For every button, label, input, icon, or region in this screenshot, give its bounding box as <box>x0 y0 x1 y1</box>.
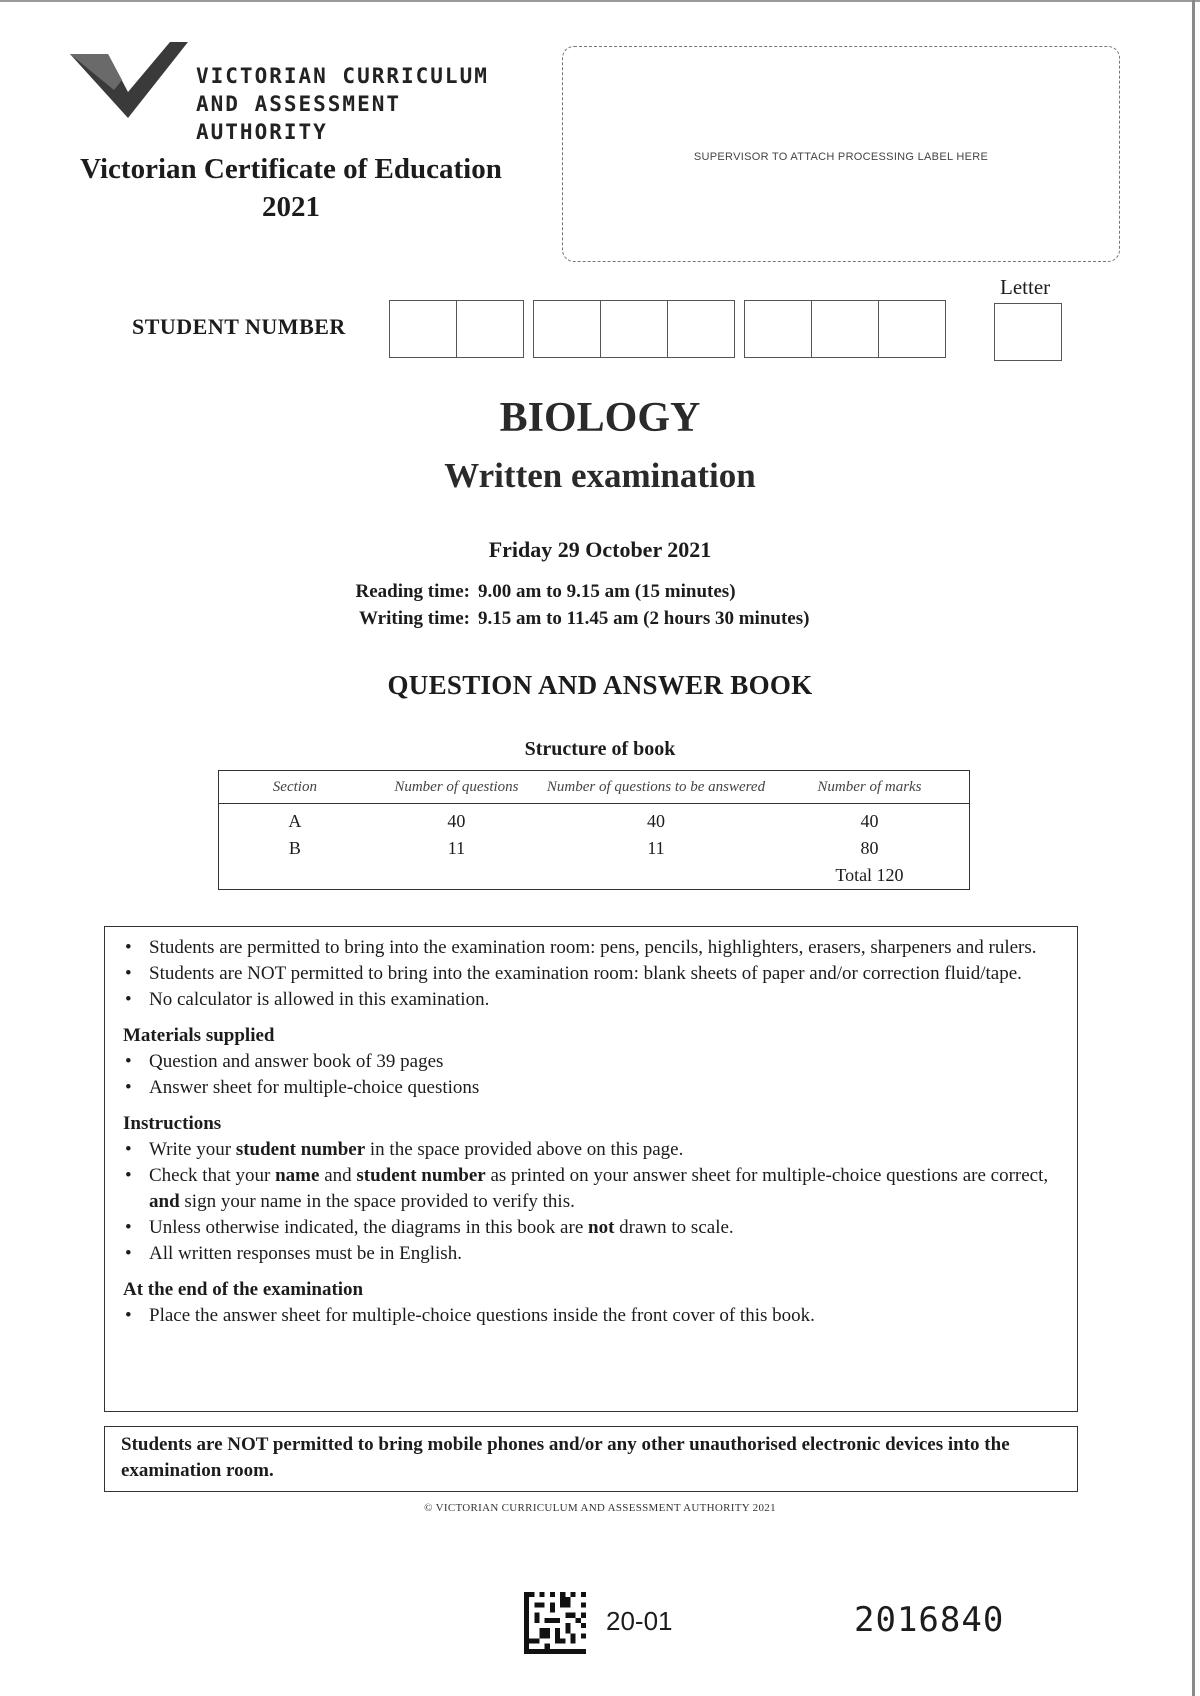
processing-label-text: SUPERVISOR TO ATTACH PROCESSING LABEL HERE <box>693 151 989 163</box>
student-number-digit[interactable] <box>811 300 879 358</box>
exam-date: Friday 29 October 2021 <box>488 537 712 562</box>
student-number-digit[interactable] <box>456 300 524 358</box>
list-item: • Unless otherwise indicated, the diagrams in this book are not drawn to scale. <box>123 1215 1055 1241</box>
table-row <box>219 862 970 890</box>
reading-time-row: Reading time: 9.00 am to 9.15 am (15 minutes) <box>355 581 736 602</box>
end-heading: At the end of the examination <box>123 1279 364 1300</box>
materials-heading: Materials supplied <box>123 1025 275 1046</box>
table-cell: 11 <box>647 838 665 858</box>
datamatrix-barcode-icon <box>524 1592 586 1654</box>
table-cell: 40 <box>860 811 879 831</box>
instructions-list <box>123 1137 1055 1267</box>
instructions-box <box>104 926 1078 1412</box>
copyright: © VICTORIAN CURRICULUM AND ASSESSMENT AUTHORITY 2021 <box>424 1502 776 1514</box>
structure-table <box>218 770 970 890</box>
list-item: • Students are NOT permitted to bring into the examination room: blank sheets of paper and/or correction fluid/tape. <box>123 961 1055 987</box>
student-number-digit[interactable] <box>389 300 457 358</box>
list-item: • Answer sheet for multiple-choice questions <box>123 1075 1055 1101</box>
list-item: • Question and answer book of 39 pages <box>123 1049 1055 1075</box>
authority-name: VICTORIAN CURRICULUM AND ASSESSMENT AUTHORITY <box>196 64 489 144</box>
student-number-group <box>745 300 946 358</box>
exam-times <box>320 578 809 632</box>
student-number-digit[interactable] <box>744 300 812 358</box>
writing-time-row: Writing time: 9.15 am to 11.45 am (2 hours 30 minutes) <box>359 608 810 629</box>
rules-list <box>123 935 1055 1013</box>
table-header: Section <box>272 779 317 795</box>
table-header: Number of marks <box>817 779 922 795</box>
table-cell: 11 <box>447 838 466 858</box>
devices-warning: Students are NOT permitted to bring mobile phones and/or any other unauthorised electronic devices into the examination room. <box>104 1426 1078 1492</box>
student-number-group <box>390 300 524 358</box>
table-cell: 40 <box>647 811 665 831</box>
subject-title: BIOLOGY <box>499 395 701 441</box>
list-item: • Write your student number in the space provided above on this page. <box>123 1137 1055 1163</box>
table-header: Number of questions to be answered <box>546 779 766 795</box>
list-item: • Check that your name and student number as printed on your answer sheet for multiple-choice questions are correct, and sign your name in the space provided to verify this. <box>123 1163 1055 1215</box>
table-header-row <box>219 771 970 804</box>
letter-label: Letter <box>1000 275 1051 299</box>
book-title: QUESTION AND ANSWER BOOK <box>387 670 813 700</box>
student-number-digit[interactable] <box>878 300 946 358</box>
exam-subtitle: Written examination <box>444 456 756 495</box>
student-number-label: STUDENT NUMBER <box>132 314 346 339</box>
document-number: 2016840 <box>854 1600 1005 1640</box>
total-marks: Total 120 <box>835 865 904 885</box>
table-cell: 80 <box>860 838 879 858</box>
certificate-title: Victorian Certificate of Education 2021 <box>80 153 502 223</box>
student-number-group <box>534 300 735 358</box>
scan-edge-top <box>0 0 1200 2</box>
student-number-digit[interactable] <box>667 300 735 358</box>
list-item: • Place the answer sheet for multiple-choice questions inside the front cover of this book. <box>123 1303 1055 1329</box>
table-header: Number of questions <box>394 779 519 795</box>
scan-edge-right <box>1192 0 1195 1696</box>
table-cell: B <box>288 838 301 858</box>
table-cell: 40 <box>447 811 466 831</box>
structure-title: Structure of book <box>524 738 676 760</box>
materials-list <box>123 1049 1055 1101</box>
table-cell: A <box>288 811 302 831</box>
form-code: 20-01 <box>606 1606 673 1636</box>
list-item: • Students are permitted to bring into the examination room: pens, pencils, highlighters, erasers, sharpeners and rulers. <box>123 935 1055 961</box>
end-list <box>123 1303 1055 1329</box>
letter-box[interactable] <box>994 303 1062 361</box>
table-row <box>219 835 970 862</box>
processing-label-box <box>562 46 1120 262</box>
student-number-boxes <box>390 300 956 358</box>
table-row <box>219 804 970 836</box>
list-item: • No calculator is allowed in this examination. <box>123 987 1055 1013</box>
student-number-digit[interactable] <box>533 300 601 358</box>
instructions-heading: Instructions <box>123 1113 222 1134</box>
list-item: • All written responses must be in English. <box>123 1241 1055 1267</box>
student-number-digit[interactable] <box>600 300 668 358</box>
vcaa-logo-icon <box>70 42 190 118</box>
